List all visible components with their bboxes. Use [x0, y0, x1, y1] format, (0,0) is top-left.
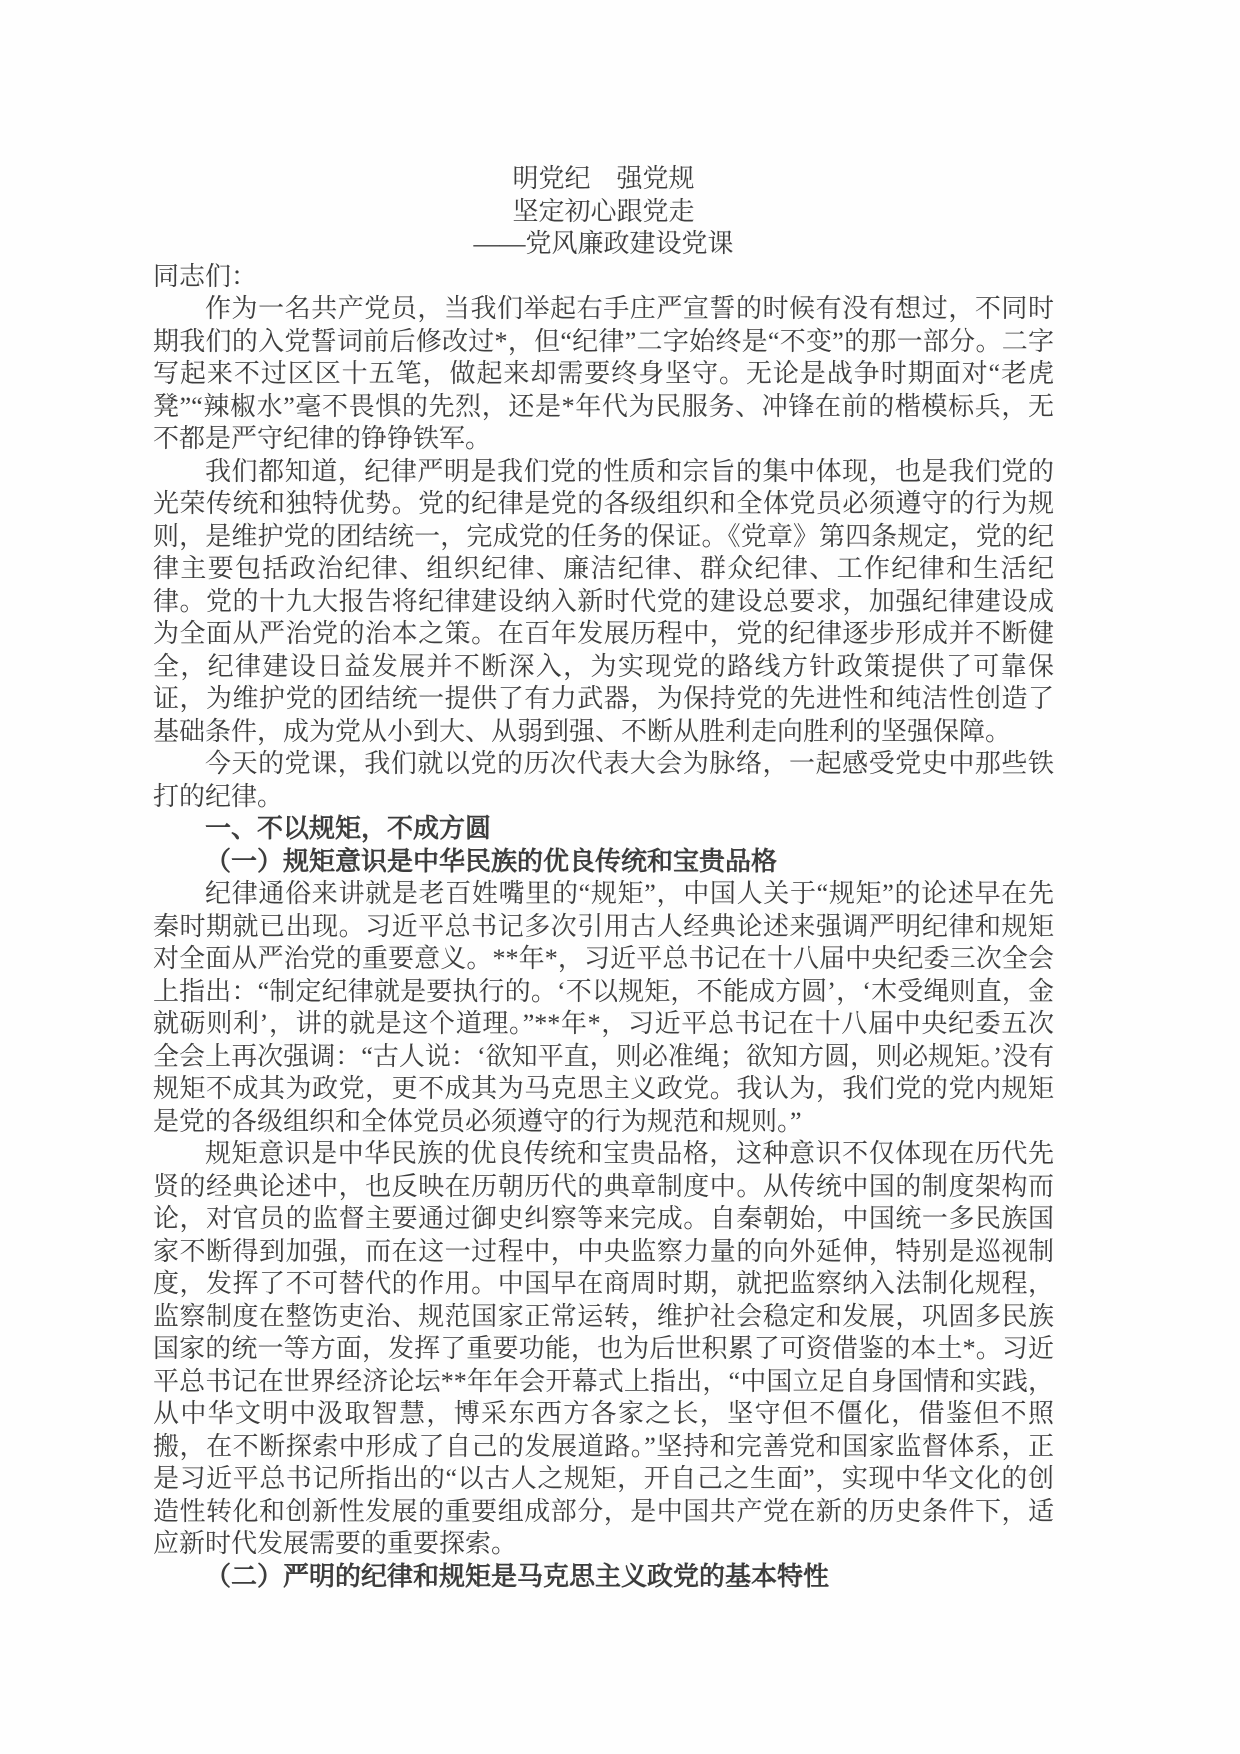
subsection-heading-1-2: （二）严明的纪律和规矩是马克思主义政党的基本特性: [205, 1561, 830, 1591]
subsection-heading-1-1: （一）规矩意识是中华民族的优良传统和宝贵品格: [205, 846, 778, 876]
doc-title-line-2: 坚定初心跟党走: [512, 196, 695, 226]
salutation: 同志们：: [153, 261, 258, 291]
doc-title-line-3: ——党风廉政建设党课: [473, 229, 734, 258]
paragraph-3: 今天的党课，我们就以党的历次代表大会为脉络，一起感受党史中那些铁打的纪律。: [153, 749, 1054, 811]
document-body: [153, 163, 1054, 1593]
section-heading-1: 一、不以规矩，不成方圆: [205, 814, 492, 843]
doc-title-line-1: 明党纪 强党规: [512, 164, 695, 193]
paragraph-5: 规矩意识是中华民族的优良传统和宝贵品格，这种意识不仅体现在历代先贤的经典论述中，也反映在历朝历代的典章制度中。从传统中国的制度架构而论，对官员的监督主要通过御史纠察等来完成。自秦朝始，中国统一多民族国家不断得到加强，而在这一过程中，中央监察力量的向外延伸，特别是巡视制度，发挥了不可替代的作用。中国早在商周时期，就把监察纳入法制化规程，监察制度在整饬吏治、规范国家正常运转，维护社会稳定和发展，巩固多民族国家的统一等方面，发挥了重要功能，也为后世积累了可资借鉴的本土*。习近平总书记在世界经济论坛**年年会开幕式上指出，“中国立足自身国情和实践，从中华文明中汲取智慧，博采东西方各家之长，坚守但不僵化，借鉴但不照搬，在不断探索中形成了自己的发展道路。”坚持和完善党和国家监督体系，正是习近平总书记所指出的“以古人之规矩，开自己之生面”，实现中华文化的创造性转化和创新性发展的重要组成部分，是中国共产党在新的历史条件下，适应新时代发展需要的重要探索。: [153, 1139, 1054, 1558]
paragraph-1: 作为一名共产党员，当我们举起右手庄严宣誓的时候有没有想过，不同时期我们的入党誓词前后修改过*，但“纪律”二字始终是“不变”的那一部分。二字写起来不过区区十五笔，做起来却需要终身坚守。无论是战争时期面对“老虎凳”“辣椒水”毫不畏惧的先烈，还是*年代为民服务、冲锋在前的楷模标兵，无不都是严守纪律的铮铮铁军。: [153, 294, 1054, 453]
paragraph-2: 我们都知道，纪律严明是我们党的性质和宗旨的集中体现，也是我们党的光荣传统和独特优势。党的纪律是党的各级组织和全体党员必须遵守的行为规则，是维护党的团结统一，完成党的任务的保证。《党章》第四条规定，党的纪律主要包括政治纪律、组织纪律、廉洁纪律、群众纪律、工作纪律和生活纪律。党的十九大报告将纪律建设纳入新时代党的建设总要求，加强纪律建设成为全面从严治党的治本之策。在百年发展历程中，党的纪律逐步形成并不断健全，纪律建设日益发展并不断深入，为实现党的路线方针政策提供了可靠保证，为维护党的团结统一提供了有力武器，为保持党的先进性和纯洁性创造了基础条件，成为党从小到大、从弱到强、不断从胜利走向胜利的坚强保障。: [153, 456, 1054, 746]
paragraph-4: 纪律通俗来讲就是老百姓嘴里的“规矩”，中国人关于“规矩”的论述早在先秦时期就已出现。习近平总书记多次引用古人经典论述来强调严明纪律和规矩对全面从严治党的重要意义。**年*，习近平总书记在十八届中央纪委三次全会上指出：“制定纪律就是要执行的。‘不以规矩，不能成方圆’，‘木受绳则直，金就砺则利’，讲的就是这个道理。”**年*，习近平总书记在十八届中央纪委五次全会上再次强调：“古人说：‘欲知平直，则必准绳；欲知方圆，则必规矩。’没有规矩不成其为政党，更不成其为马克思主义政党。我认为，我们党的党内规矩是党的各级组织和全体党员必须遵守的行为规范和规则。”: [153, 879, 1054, 1136]
